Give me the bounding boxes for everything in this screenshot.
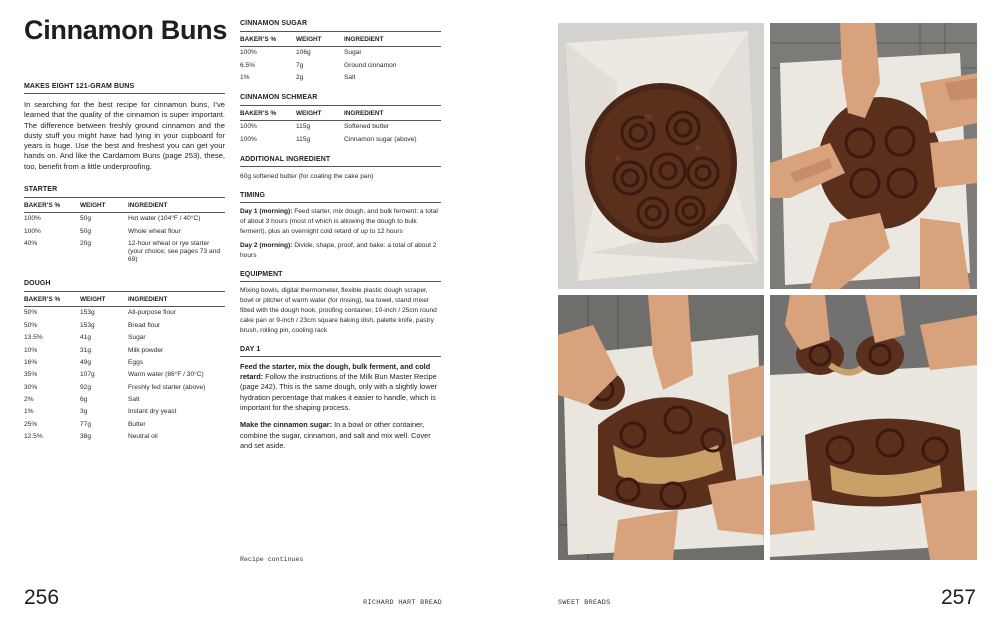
equipment-text: Mixing bowls, digital thermometer, flexible plastic dough scraper, bowl or pitcher of warm water (for rinsing), tea towel, stand mixer fitted with the dough hook, proofing container, 10-inch / 25cm round cake pan or 9-inch / 23cm square baking dish, palette knife, pastry brush, rolling pin, cooling rack (240, 286, 437, 334)
weight-cell: 31g (80, 346, 92, 354)
cinnamon-schmear-rows (240, 121, 441, 146)
ingredient-cell: Neutral oil (128, 433, 158, 441)
ingredient-cell: Sugar (344, 49, 362, 57)
weight-cell: 6g (80, 396, 88, 404)
day1-step2-label: Make the cinnamon sugar: (240, 420, 333, 430)
table-row (24, 238, 225, 266)
col-weight: WEIGHT (80, 296, 106, 304)
col-weight: WEIGHT (296, 36, 322, 43)
dough-heading: DOUGH (24, 280, 51, 288)
col-bakers-pct: BAKER’S % (240, 110, 277, 118)
running-head-right: SWEET BREADS (558, 599, 611, 607)
starter-table (24, 197, 225, 266)
right-page (500, 0, 1000, 625)
page-number-right: 257 (940, 586, 976, 609)
starter-heading: STARTER (24, 186, 58, 194)
day1-heading: DAY 1 (240, 346, 441, 357)
dough-table (24, 291, 225, 443)
day1-step1-text: Follow the instructions of the Milk Bun Master Recipe (page 242). This is the same dough, only with a slightly lower hydration percentage that makes it easier to handle, which is important for the shaping process. (240, 372, 437, 413)
weight-cell: 41g (80, 334, 92, 342)
weight-cell: 106g (296, 49, 311, 57)
photo-buns-pulled (770, 295, 977, 560)
cinnamon-sugar-table (240, 31, 441, 84)
ingredient-cell: Bread flour (128, 321, 161, 329)
ingredient-cell: Ground cinnamon (344, 61, 397, 69)
table-row (24, 369, 225, 381)
photo-pulling-apart (558, 295, 764, 560)
weight-cell: 107g (80, 371, 95, 379)
running-head-left: RICHARD HART BREAD (363, 599, 442, 607)
ingredient-cell: All-purpose flour (128, 309, 177, 317)
table-row (24, 381, 225, 393)
table-row (24, 344, 225, 356)
recipe-continues: Recipe continues (240, 556, 304, 563)
bakers-pct-cell: 25% (24, 420, 38, 428)
table-row (24, 431, 225, 443)
table-row (24, 307, 225, 319)
weight-cell: 50g (80, 227, 92, 235)
weight-cell: 77g (80, 420, 92, 428)
left-column (24, 83, 225, 443)
day1-step1-label: Feed the starter, mix the dough, bulk ferment, and cold retard: (240, 361, 431, 382)
weight-cell: 20g (80, 240, 92, 248)
day1-step2 (240, 420, 441, 451)
photo-baked-buns (558, 23, 764, 289)
cinnamon-sugar-heading: CINNAMON SUGAR (240, 20, 308, 27)
dough-table-header (24, 291, 225, 307)
ingredient-cell: Milk powder (128, 346, 164, 354)
starter-rows (24, 213, 225, 266)
table-row (24, 213, 225, 225)
col-ingredient: INGREDIENT (128, 296, 168, 304)
col-weight: WEIGHT (296, 110, 322, 118)
bakers-pct-cell: 6.5% (240, 61, 256, 69)
bakers-pct-cell: 100% (240, 123, 257, 131)
weight-cell: 115g (296, 135, 311, 143)
intro-paragraph: In searching for the best recipe for cinnamon buns, I’ve learned that the quality of the cinnamon is super important. The difference between freshly ground cinnamon and the dusty stuff you might have had lying in your cupboard for years is huge. Use the best and freshest you can get your hands on. And like the Cardamom Buns (page 253), these, too, benefit from a little underproofing. (24, 100, 225, 171)
weight-cell: 7g (296, 61, 304, 69)
ingredient-cell: Salt (344, 73, 356, 81)
weight-cell: 49g (80, 358, 92, 366)
bakers-pct-cell: 12.5% (24, 433, 43, 441)
buns-pulled-illustration (770, 295, 977, 560)
bakers-pct-cell: 30% (24, 383, 38, 391)
timing-day2-label: Day 2 (morning): (240, 241, 293, 249)
weight-cell: 3g (80, 408, 88, 416)
yield-heading: MAKES EIGHT 121-GRAM BUNS (24, 83, 225, 94)
ingredient-cell: Sugar (128, 334, 146, 342)
starter-table-header (24, 197, 225, 213)
ingredient-cell: Eggs (128, 358, 144, 366)
hands-reaching-illustration (770, 23, 977, 289)
weight-cell: 92g (80, 383, 92, 391)
table-row (24, 419, 225, 431)
table-row (24, 225, 225, 237)
bakers-pct-cell: 16% (24, 358, 38, 366)
table-row (24, 406, 225, 418)
col-bakers-pct: BAKER’S % (24, 296, 61, 304)
weight-cell: 115g (296, 123, 311, 131)
bakers-pct-cell: 2% (24, 396, 34, 404)
timing-day1-text: Feed starter, mix dough, and bulk ferment: a total of about 3 hours (most of which is allowing the dough to bulk ferment), plus an overnight cold retard of up to 12 hours (240, 207, 438, 235)
day1-step2-text: In a bowl or other container, combine the sugar, cinnamon, and salt and mix well. Cover and set aside. (240, 420, 431, 450)
cinnamon-sugar-rows (240, 47, 441, 84)
bakers-pct-cell: 13.5% (24, 334, 43, 342)
bakers-pct-cell: 35% (24, 371, 38, 379)
col-ingredient: INGREDIENT (128, 202, 168, 210)
ingredient-cell: Instant dry yeast (128, 408, 177, 416)
col-weight: WEIGHT (80, 202, 106, 210)
bakers-pct-cell: 50% (24, 309, 38, 317)
ingredient-cell: Softened butter (344, 123, 390, 131)
equipment-heading: EQUIPMENT (240, 271, 441, 282)
col-bakers-pct: BAKER’S % (24, 202, 61, 210)
additional-text: 60g softened butter (for coating the cake pan) (240, 172, 374, 180)
right-column (240, 20, 441, 451)
table-row (24, 320, 225, 332)
col-bakers-pct: BAKER’S % (240, 36, 277, 43)
cinnamon-schmear-heading: CINNAMON SCHMEAR (240, 94, 318, 102)
pulling-apart-illustration (558, 295, 764, 560)
bakers-pct-cell: 50% (24, 321, 38, 329)
ingredient-cell: Butter (128, 420, 146, 428)
ingredient-cell: Salt (128, 396, 140, 404)
timing-day2-text: Divide, shape, proof, and bake: a total of about 2 hours (240, 241, 437, 259)
day1-step1 (240, 362, 441, 413)
bakers-pct-cell: 1% (240, 73, 250, 81)
cinnamon-schmear-table (240, 105, 441, 146)
table-row (240, 72, 441, 84)
table-row (240, 134, 441, 146)
ingredient-cell: Whole wheat flour (128, 227, 181, 235)
weight-cell: 38g (80, 433, 92, 441)
weight-cell: 50g (80, 215, 92, 223)
bakers-pct-cell: 1% (24, 408, 34, 416)
cinnamon-sugar-table-header (240, 31, 441, 47)
bakers-pct-cell: 100% (240, 135, 257, 143)
ingredient-cell: Hot water (104°F / 40°C) (128, 215, 201, 223)
ingredient-cell: Freshly fed starter (above) (128, 383, 206, 391)
bakers-pct-cell: 100% (240, 49, 257, 57)
col-ingredient: INGREDIENT (344, 36, 384, 43)
bakers-pct-cell: 40% (24, 240, 38, 248)
timing-heading: TIMING (240, 192, 441, 203)
ingredient-cell: Warm water (86°F / 30°C) (128, 371, 204, 379)
table-row (240, 59, 441, 71)
recipe-title: Cinnamon Buns (24, 15, 228, 45)
ingredient-cell: 12-hour wheat or rye starter (your choice; see pages 73 and 69) (128, 240, 221, 264)
timing-day2 (240, 241, 441, 261)
col-ingredient: INGREDIENT (344, 110, 384, 118)
ingredient-cell: Cinnamon sugar (above) (344, 135, 417, 143)
timing-day1 (240, 207, 441, 237)
bakers-pct-cell: 100% (24, 215, 41, 223)
bakers-pct-cell: 100% (24, 227, 41, 235)
cinnamon-schmear-table-header (240, 105, 441, 121)
page-number-left: 256 (24, 586, 60, 609)
weight-cell: 2g (296, 73, 304, 81)
bakers-pct-cell: 10% (24, 346, 38, 354)
timing-day1-label: Day 1 (morning): (240, 207, 293, 215)
table-row (240, 121, 441, 133)
dough-rows (24, 307, 225, 443)
weight-cell: 153g (80, 309, 95, 317)
table-row (240, 47, 441, 59)
weight-cell: 153g (80, 321, 95, 329)
photo-hands-reaching (770, 23, 977, 289)
table-row (24, 394, 225, 406)
table-row (24, 357, 225, 369)
baked-buns-illustration (558, 23, 764, 289)
table-row (24, 332, 225, 344)
additional-heading: ADDITIONAL INGREDIENT (240, 156, 441, 167)
